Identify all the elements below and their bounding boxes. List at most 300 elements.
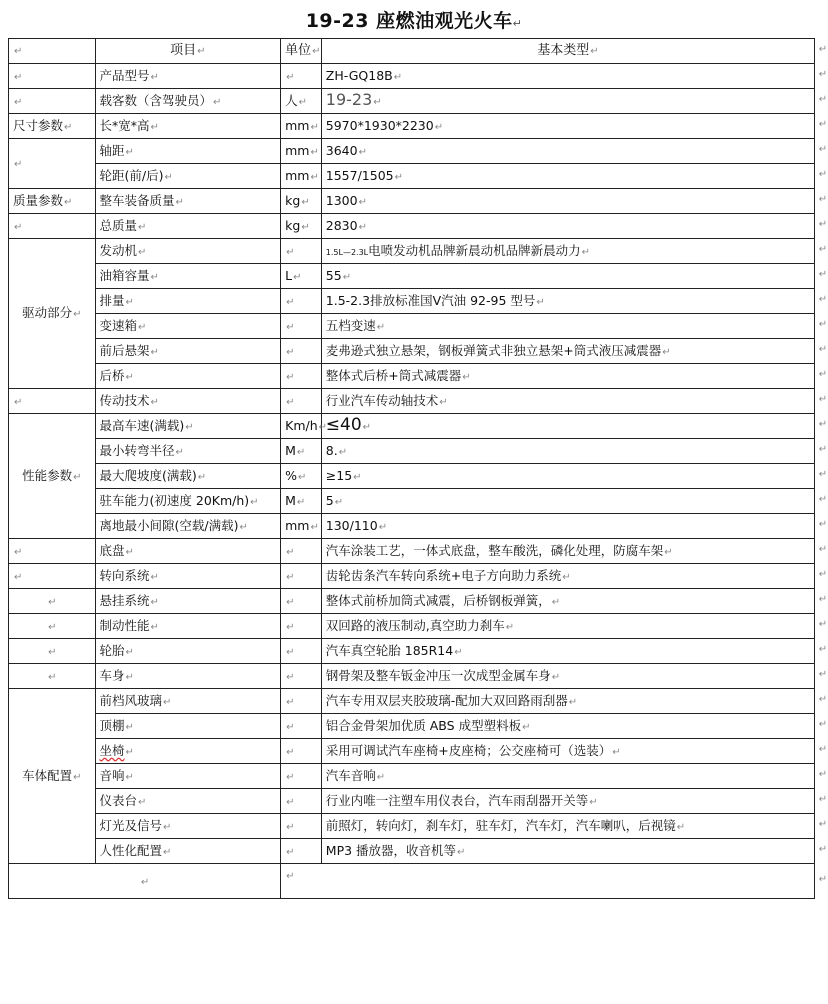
- value-cell: 齿轮齿条汽车转向系统+电子方向助力系统↵: [321, 564, 814, 589]
- paragraph-mark: ↵: [286, 321, 295, 333]
- paragraph-mark: ↵: [185, 421, 194, 433]
- value-cell: ≥15↵: [321, 464, 814, 489]
- table-row: [9, 314, 815, 339]
- paragraph-mark: ↵: [140, 876, 150, 888]
- item-cell: 变速箱↵: [95, 314, 281, 339]
- row-end-mark: ↵: [818, 494, 828, 505]
- paragraph-mark: ↵: [150, 271, 159, 283]
- paragraph-mark: ↵: [48, 646, 57, 658]
- paragraph-mark: ↵: [454, 646, 463, 658]
- paragraph-mark: ↵: [376, 321, 386, 333]
- size-group-blank-1: [9, 64, 96, 89]
- table-row: [9, 714, 815, 739]
- table-row: [9, 589, 815, 614]
- paragraph-mark: ↵: [286, 296, 295, 308]
- unit-cell: [281, 364, 322, 389]
- table-header-row: [9, 39, 815, 64]
- paragraph-mark: ↵: [589, 796, 598, 808]
- unit-cell: L↵: [281, 264, 322, 289]
- item-cell: 油箱容量↵: [95, 264, 281, 289]
- paragraph-mark: ↵: [150, 396, 159, 408]
- table-row: [9, 239, 815, 264]
- unit-cell: [281, 314, 322, 339]
- row-end-mark: ↵: [818, 219, 828, 230]
- table-row: [9, 689, 815, 714]
- paragraph-mark: ↵: [286, 746, 295, 758]
- row-end-mark: ↵: [818, 119, 828, 130]
- unit-cell: M↵: [281, 489, 322, 514]
- row-end-mark: ↵: [818, 694, 828, 705]
- paragraph-mark: ↵: [358, 146, 367, 158]
- paragraph-mark: ↵: [163, 696, 172, 708]
- value-cell: 前照灯，转向灯，刹车灯，驻车灯，汽车灯，汽车喇叭，后视镜↵: [321, 814, 814, 839]
- unit-cell: [281, 639, 322, 664]
- table-row: [9, 514, 815, 539]
- paragraph-mark: ↵: [150, 621, 159, 633]
- table-row: [9, 114, 815, 139]
- value-cell: 55↵: [321, 264, 814, 289]
- paragraph-mark: ↵: [73, 309, 82, 320]
- value-cell: 2830↵: [321, 214, 814, 239]
- value-cell: 汽车涂装工艺，一体式底盘，整车酸洗，磷化处理，防腐车架↵: [321, 539, 814, 564]
- paragraph-mark: ↵: [14, 71, 23, 83]
- header-unit: 单位↵: [281, 39, 322, 64]
- value-cell: 1557/1505↵: [321, 164, 814, 189]
- value-cell: 钢骨架及整车钣金冲压一次成型金属车身↵: [321, 664, 814, 689]
- row-end-mark: ↵: [818, 344, 828, 355]
- paragraph-mark: ↵: [286, 796, 295, 808]
- paragraph-mark: ↵: [286, 596, 295, 608]
- row-end-mark: ↵: [818, 619, 828, 630]
- row-end-mark: ↵: [818, 594, 828, 605]
- row-end-mark: ↵: [818, 469, 828, 480]
- item-cell: 前后悬架↵: [95, 339, 281, 364]
- row-end-mark: ↵: [818, 819, 828, 830]
- table-row: [9, 189, 815, 214]
- value-cell: 5970*1930*2230↵: [321, 114, 814, 139]
- paragraph-mark: ↵: [334, 496, 344, 508]
- item-cell: 人性化配置↵: [95, 839, 281, 864]
- paragraph-mark: ↵: [48, 621, 57, 633]
- paragraph-mark: ↵: [64, 121, 73, 133]
- unit-cell: [281, 389, 322, 414]
- paragraph-mark: ↵: [125, 371, 134, 383]
- item-cell: 总质量↵: [95, 214, 281, 239]
- row-end-mark: ↵: [818, 669, 828, 680]
- item-cell: 驻车能力(初速度 20Km/h)↵: [95, 489, 281, 514]
- paragraph-mark: ↵: [150, 121, 159, 133]
- item-cell: 轮胎↵: [95, 639, 281, 664]
- paragraph-mark: ↵: [393, 71, 403, 83]
- row-end-mark: ↵: [818, 319, 828, 330]
- table-row: [9, 639, 815, 664]
- value-cell: 1.5-2.3排放标准国Ⅴ汽油 92-95 型号↵: [321, 289, 814, 314]
- item-cell: 产品型号↵: [95, 64, 281, 89]
- table-row: [9, 414, 815, 439]
- value-cell: 1300↵: [321, 189, 814, 214]
- item-cell: 轮距(前/后)↵: [95, 164, 281, 189]
- item-cell: 转向系统↵: [95, 564, 281, 589]
- row-end-mark: ↵: [818, 194, 828, 205]
- paragraph-mark: ↵: [14, 221, 23, 233]
- table-row: [9, 289, 815, 314]
- row-end-mark: ↵: [818, 444, 828, 455]
- table-row: [9, 564, 815, 589]
- paragraph-mark: ↵: [48, 671, 57, 683]
- paragraph-mark: ↵: [125, 546, 134, 558]
- paragraph-mark: ↵: [125, 721, 134, 733]
- unit-cell: [281, 789, 322, 814]
- table-row: [9, 214, 815, 239]
- value-cell: 汽车真空轮胎 185R14↵: [321, 639, 814, 664]
- item-cell: 悬挂系统↵: [95, 589, 281, 614]
- paragraph-mark: ↵: [286, 871, 295, 882]
- value-cell: 汽车音响↵: [321, 764, 814, 789]
- paragraph-mark: ↵: [48, 596, 57, 608]
- paragraph-mark: ↵: [296, 496, 306, 508]
- paragraph-mark: ↵: [286, 396, 295, 408]
- unit-cell: %↵: [281, 464, 322, 489]
- row-end-mark: ↵: [818, 794, 828, 805]
- table-row: [9, 364, 815, 389]
- unit-cell: M↵: [281, 439, 322, 464]
- unit-cell: [281, 839, 322, 864]
- paragraph-mark: ↵: [301, 196, 310, 208]
- unit-cell: [281, 764, 322, 789]
- unit-cell: 人↵: [281, 89, 322, 114]
- paragraph-mark: ↵: [342, 271, 352, 283]
- table-row: [9, 489, 815, 514]
- table-row: [9, 89, 815, 114]
- item-cell: 最小转弯半径↵: [95, 439, 281, 464]
- item-cell: 音响↵: [95, 764, 281, 789]
- value-cell: 整体式前桥加筒式减震，后桥钢板弹簧，↵: [321, 589, 814, 614]
- table-row: [9, 839, 815, 864]
- footer-left-cell: [9, 864, 281, 899]
- paragraph-mark: ↵: [394, 171, 404, 183]
- paragraph-mark: ↵: [310, 521, 319, 533]
- item-cell: 顶棚↵: [95, 714, 281, 739]
- paragraph-mark: ↵: [358, 221, 367, 233]
- value-cell: 五档变速↵: [321, 314, 814, 339]
- table-row: [9, 339, 815, 364]
- value-cell: 1.5L—2.3L电喷发动机品牌新晨动机品牌新晨动力↵: [321, 239, 814, 264]
- paragraph-mark: ↵: [536, 296, 545, 308]
- paragraph-mark: ↵: [125, 671, 134, 683]
- value-cell: 5↵: [321, 489, 814, 514]
- unit-cell: mm↵: [281, 514, 322, 539]
- paragraph-mark: ↵: [286, 721, 295, 733]
- paragraph-mark: ↵: [14, 396, 23, 408]
- unit-cell: [281, 714, 322, 739]
- paragraph-mark: ↵: [439, 396, 448, 408]
- value-cell: 麦弗逊式独立悬架，钢板弹簧式非独立悬架+筒式液压减震器↵: [321, 339, 814, 364]
- unit-cell: [281, 564, 322, 589]
- body-group-blank-5: [9, 639, 96, 664]
- item-cell: 发动机↵: [95, 239, 281, 264]
- unit-cell: kg↵: [281, 189, 322, 214]
- unit-cell: [281, 239, 322, 264]
- row-end-mark: ↵: [818, 644, 828, 655]
- paragraph-mark: ↵: [612, 746, 621, 758]
- paragraph-mark: ↵: [197, 471, 207, 483]
- header-value: 基本类型↵: [321, 39, 814, 64]
- body-group-blank-3: [9, 589, 96, 614]
- table-row: [9, 164, 815, 189]
- table-row: [9, 464, 815, 489]
- value-cell: MP3 播放器，收音机等↵: [321, 839, 814, 864]
- unit-cell: [281, 614, 322, 639]
- value-cell: ≤40↵: [321, 414, 814, 439]
- paragraph-mark: ↵: [286, 771, 295, 783]
- paragraph-mark: ↵: [64, 196, 73, 208]
- table-row: [9, 264, 815, 289]
- row-end-mark: ↵: [818, 144, 828, 155]
- unit-cell: [281, 64, 322, 89]
- paragraph-mark: ↵: [310, 171, 319, 183]
- item-cell: 车身↵: [95, 664, 281, 689]
- paragraph-mark: ↵: [551, 596, 561, 608]
- paragraph-mark: ↵: [250, 496, 259, 508]
- body-group-label: 车体配置↵: [9, 689, 96, 864]
- unit-cell: [281, 589, 322, 614]
- value-cell: 19-23↵: [321, 89, 814, 114]
- row-end-mark: ↵: [818, 519, 828, 530]
- paragraph-mark: ↵: [286, 621, 295, 633]
- paragraph-mark: ↵: [358, 196, 367, 208]
- footer-right-cell: [281, 864, 815, 899]
- paragraph-mark: ↵: [14, 159, 23, 170]
- unit-cell: mm↵: [281, 164, 322, 189]
- paragraph-mark: ↵: [175, 196, 184, 208]
- item-cell: 离地最小间隙(空载/满载)↵: [95, 514, 281, 539]
- paragraph-mark: ↵: [562, 571, 571, 583]
- size-group-label: 尺寸参数↵: [9, 114, 96, 139]
- value-cell: 整体式后桥+筒式减震器↵: [321, 364, 814, 389]
- unit-cell: Km/h↵: [281, 414, 322, 439]
- row-end-mark: ↵: [818, 769, 828, 780]
- value-cell: 130/110↵: [321, 514, 814, 539]
- value-cell: ZH-GQ18B↵: [321, 64, 814, 89]
- row-end-mark: ↵: [818, 569, 828, 580]
- paragraph-mark: ↵: [239, 521, 248, 533]
- unit-cell: mm↵: [281, 139, 322, 164]
- unit-cell: [281, 739, 322, 764]
- item-cell: 整车装备质量↵: [95, 189, 281, 214]
- paragraph-mark: ↵: [362, 421, 372, 433]
- paragraph-mark: ↵: [286, 546, 295, 558]
- paragraph-mark: ↵: [73, 771, 82, 783]
- paragraph-mark: ↵: [298, 471, 307, 483]
- paragraph-mark: ↵: [14, 571, 23, 583]
- paragraph-mark: ↵: [310, 146, 319, 158]
- paragraph-mark: ↵: [125, 146, 134, 158]
- paragraph-mark: ↵: [505, 621, 515, 633]
- paragraph-mark: ↵: [286, 821, 295, 833]
- paragraph-mark: ↵: [138, 796, 147, 808]
- unit-cell: [281, 814, 322, 839]
- row-end-mark: ↵: [818, 394, 828, 405]
- table-row: [9, 439, 815, 464]
- unit-cell: [281, 539, 322, 564]
- paragraph-mark: ↵: [164, 171, 173, 183]
- paragraph-mark: ↵: [286, 646, 295, 658]
- perf-group-label: 性能参数↵: [9, 414, 96, 539]
- paragraph-mark: ↵: [138, 221, 147, 233]
- item-cell: 坐椅↵: [95, 739, 281, 764]
- item-cell: 后桥↵: [95, 364, 281, 389]
- table-row: [9, 764, 815, 789]
- item-cell: 载客数（含驾驶员）↵: [95, 89, 281, 114]
- value-cell: 行业汽车传动轴技术↵: [321, 389, 814, 414]
- table-row: [9, 64, 815, 89]
- paragraph-mark: ↵: [125, 746, 134, 758]
- table-row: [9, 664, 815, 689]
- paragraph-mark: ↵: [676, 821, 686, 833]
- table-row: [9, 614, 815, 639]
- table-row: [9, 739, 815, 764]
- unit-cell: [281, 689, 322, 714]
- value-cell: 双回路的液压制动,真空助力刹车↵: [321, 614, 814, 639]
- body-group-blank-4: [9, 614, 96, 639]
- row-end-mark: ↵: [818, 844, 828, 855]
- row-end-mark: ↵: [818, 874, 828, 885]
- paragraph-mark: ↵: [163, 821, 172, 833]
- paragraph-mark: ↵: [353, 471, 362, 483]
- value-cell: 铝合金骨架加优质 ABS 成型塑料板↵: [321, 714, 814, 739]
- header-item: 项目↵: [95, 39, 281, 64]
- row-end-mark: ↵: [818, 294, 828, 305]
- row-end-mark: ↵: [818, 94, 828, 105]
- row-end-mark: ↵: [818, 244, 828, 255]
- row-end-mark: ↵: [818, 44, 828, 55]
- paragraph-mark: ↵: [138, 246, 147, 258]
- value-cell: 3640↵: [321, 139, 814, 164]
- item-cell: 制动性能↵: [95, 614, 281, 639]
- paragraph-mark: ↵: [286, 696, 295, 708]
- item-cell: 仪表台↵: [95, 789, 281, 814]
- value-cell: 采用可调试汽车座椅+皮座椅；公交座椅可（选装）↵: [321, 739, 814, 764]
- unit-cell: mm↵: [281, 114, 322, 139]
- row-end-mark: ↵: [818, 269, 828, 280]
- paragraph-mark: ↵: [286, 246, 295, 258]
- item-cell: 轴距↵: [95, 139, 281, 164]
- paragraph-mark: ↵: [125, 771, 134, 783]
- paragraph-mark: ↵: [462, 371, 471, 383]
- row-end-mark: ↵: [818, 69, 828, 80]
- paragraph-mark: ↵: [581, 246, 591, 258]
- paragraph-mark: ↵: [138, 321, 147, 333]
- drive-group-label: 驱动部分↵: [9, 239, 96, 389]
- item-cell: 灯光及信号↵: [95, 814, 281, 839]
- paragraph-mark: ↵: [373, 97, 382, 108]
- table-row: [9, 814, 815, 839]
- paragraph-mark: ↵: [310, 121, 319, 133]
- row-end-mark: ↵: [818, 169, 828, 180]
- table-footer-row: [9, 864, 815, 899]
- value-cell: 汽车专用双层夹胶玻璃-配加大双回路雨刮器↵: [321, 689, 814, 714]
- item-cell: 前档风玻璃↵: [95, 689, 281, 714]
- unit-cell: [281, 339, 322, 364]
- paragraph-mark: ↵: [296, 446, 306, 458]
- spec-table: [8, 38, 815, 899]
- paragraph-mark: ↵: [286, 71, 295, 83]
- paragraph-mark: ↵: [457, 846, 466, 858]
- unit-cell: kg↵: [281, 214, 322, 239]
- paragraph-mark: ↵: [522, 721, 531, 733]
- paragraph-mark: ↵: [150, 346, 159, 358]
- document-title: 19-23 座燃油观光火车↵: [305, 10, 523, 32]
- row-end-mark: ↵: [818, 544, 828, 555]
- paragraph-mark: ↵: [434, 121, 444, 133]
- size-group-blank-3: [9, 139, 96, 189]
- body-group-blank-6: [9, 664, 96, 689]
- paragraph-mark: ↵: [14, 546, 23, 558]
- row-end-mark: ↵: [818, 419, 828, 430]
- value-cell: 行业内唯一注塑车用仪表台，汽车雨刮器开关等↵: [321, 789, 814, 814]
- item-cell: 排量↵: [95, 289, 281, 314]
- header-group-cell: ↵: [9, 39, 96, 64]
- paragraph-mark: ↵: [301, 221, 310, 233]
- transmission-group-blank: [9, 389, 96, 414]
- paragraph-mark: ↵: [286, 346, 295, 358]
- paragraph-mark: ↵: [150, 71, 159, 83]
- paragraph-mark: ↵: [213, 96, 222, 108]
- paragraph-mark: ↵: [318, 421, 328, 433]
- paragraph-mark: ↵: [298, 96, 308, 108]
- paragraph-mark: ↵: [163, 846, 172, 858]
- item-cell: 长*宽*高↵: [95, 114, 281, 139]
- paragraph-mark: ↵: [338, 446, 348, 458]
- paragraph-mark: ↵: [150, 571, 159, 583]
- body-group-blank-2: [9, 564, 96, 589]
- paragraph-mark: ↵: [378, 521, 388, 533]
- paragraph-mark: ↵: [286, 846, 295, 858]
- table-row: [9, 139, 815, 164]
- table-row: [9, 539, 815, 564]
- row-end-mark: ↵: [818, 719, 828, 730]
- paragraph-mark: ↵: [150, 596, 159, 608]
- paragraph-mark: ↵: [125, 646, 134, 658]
- size-group-blank-2: [9, 89, 96, 114]
- row-end-mark: ↵: [818, 744, 828, 755]
- paragraph-mark: ↵: [664, 546, 673, 558]
- item-cell: 传动技术↵: [95, 389, 281, 414]
- table-row: [9, 789, 815, 814]
- paragraph-mark: ↵: [568, 696, 578, 708]
- paragraph-mark: ↵: [376, 771, 386, 783]
- paragraph-mark: ↵: [551, 671, 561, 683]
- paragraph-mark: ↵: [286, 371, 295, 383]
- mass-group-blank: [9, 214, 96, 239]
- unit-cell: [281, 289, 322, 314]
- row-end-mark: ↵: [818, 369, 828, 380]
- item-cell: 最高车速(满载)↵: [95, 414, 281, 439]
- mass-group-label: 质量参数↵: [9, 189, 96, 214]
- paragraph-mark: ↵: [175, 446, 184, 458]
- paragraph-mark: ↵: [662, 346, 671, 358]
- value-cell: 8.↵: [321, 439, 814, 464]
- item-cell: 最大爬坡度(满载)↵: [95, 464, 281, 489]
- paragraph-mark: ↵: [125, 296, 134, 308]
- paragraph-mark: ↵: [293, 271, 302, 283]
- table-row: [9, 389, 815, 414]
- item-cell: 底盘↵: [95, 539, 281, 564]
- paragraph-mark: ↵: [73, 471, 82, 483]
- paragraph-mark: ↵: [286, 571, 295, 583]
- paragraph-mark: ↵: [14, 96, 23, 108]
- paragraph-mark: ↵: [286, 671, 295, 683]
